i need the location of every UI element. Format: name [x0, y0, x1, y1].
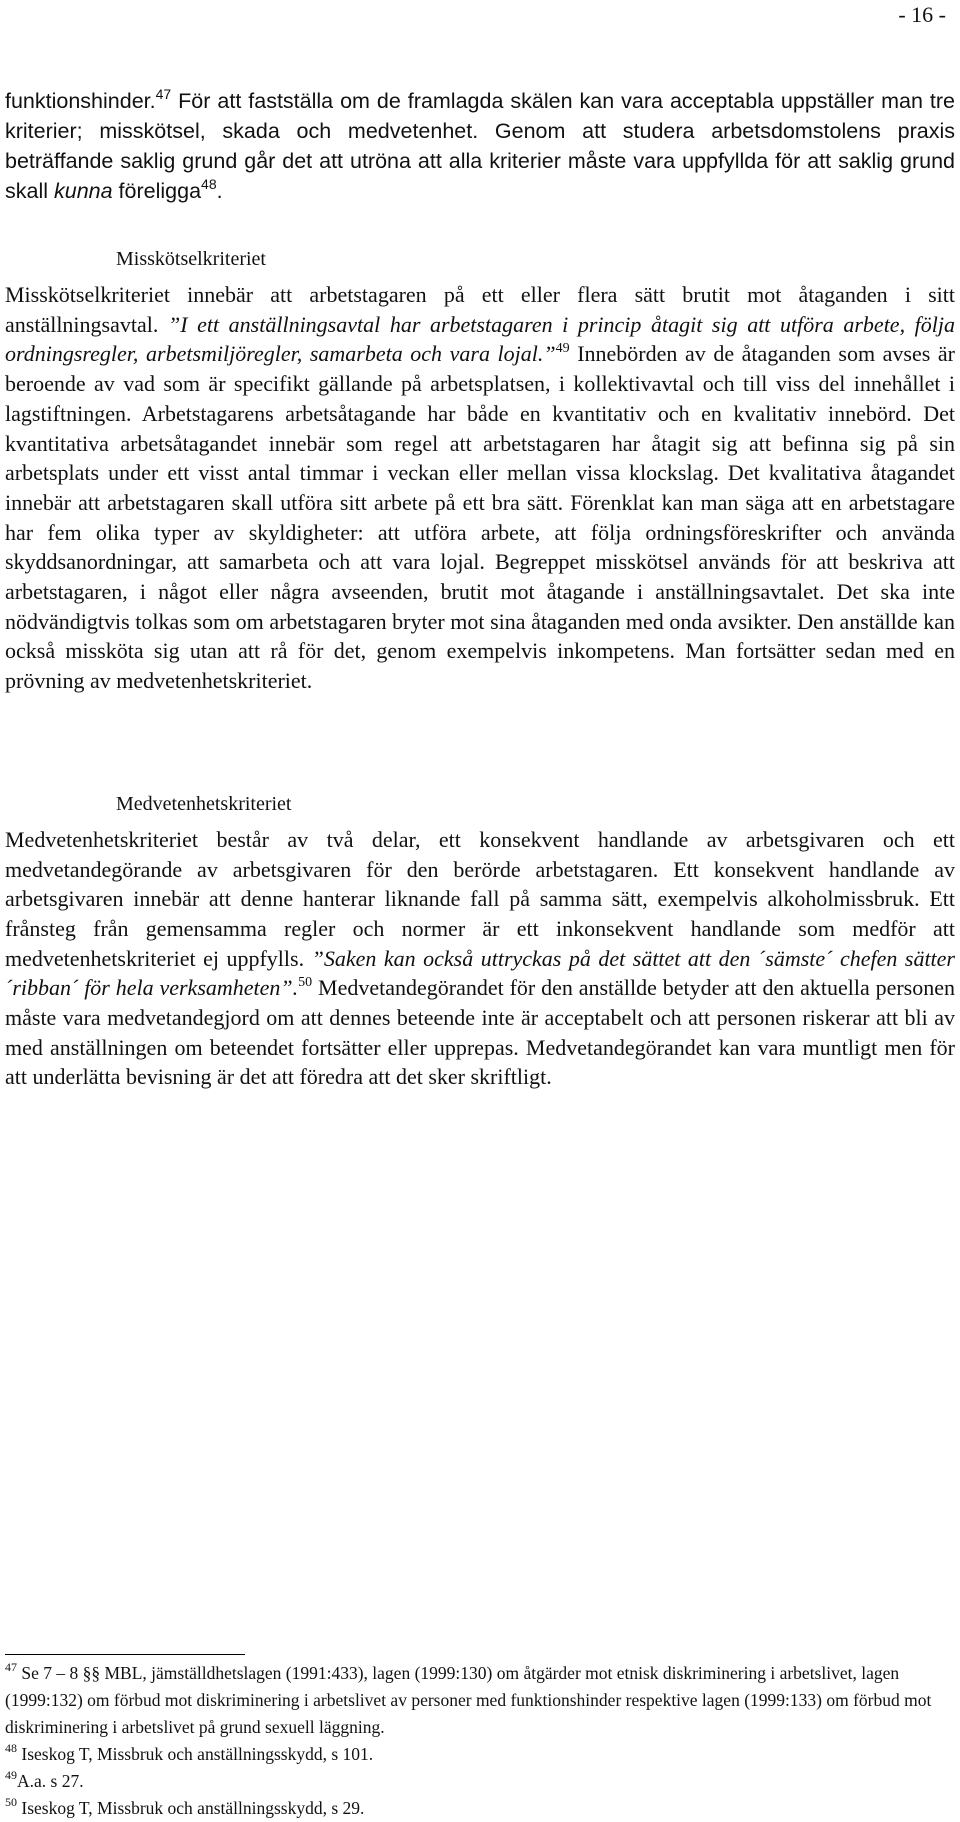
footnotes: [5, 1660, 955, 1822]
emphasis: kunna: [53, 179, 113, 203]
footnote-ref-49[interactable]: 49: [555, 341, 570, 357]
footnote-47: [5, 1660, 955, 1741]
section-heading-medvetenhet: Medvetenhetskriteriet: [116, 792, 292, 815]
text: funktionshinder.: [5, 89, 156, 113]
footnote-text: Iseskog T, Missbruk och anställningsskydd, s 101.: [17, 1744, 374, 1764]
footnote-50: [5, 1795, 955, 1822]
paragraph-misskotsel: [5, 280, 955, 696]
footnote-ref-47[interactable]: 47: [155, 86, 172, 102]
section-heading-missk: Misskötselkriteriet: [116, 248, 266, 270]
footnote-separator: [5, 1654, 245, 1655]
footnote-49: [5, 1768, 955, 1795]
footnote-number: 48: [5, 1741, 17, 1755]
quote: ”I ett anställningsavtal har arbetstagaren i princip åtagit sig att utföra arbete, följa ordningsregler, arbetsmiljöregler, samarbeta och vara lojal.”: [5, 311, 955, 367]
text: föreligga: [112, 179, 202, 203]
paragraph-intro: [5, 86, 955, 206]
footnote-ref-50[interactable]: 50: [298, 975, 313, 991]
text: Medvetenhetskriteriet består av två delar, ett konsekvent handlande av arbetsgivaren och ett medvetandegörande av arbetsgivaren för den berörde arbetstagaren. Ett konsekvent handlande av arbetsgivaren innebär att denne hanterar liknande fall på samma sätt, exempelvis alkoholmissbruk. Ett frånsteg från gemensamma regler och normer är ett inkonsekvent handlande som medför att medvetenhetskriteriet ej uppfylls.: [5, 826, 955, 971]
footnote-text: Iseskog T, Missbruk och anställningsskydd, s 29.: [17, 1798, 365, 1818]
footnote-number: 49: [5, 1768, 17, 1782]
text: Medvetandegörandet för den anställde betyder att den aktuella personen måste vara medvetandegjord om att dennes beteende inte är acceptabelt och att personen riskerar att bli av med anställningen om beteendet fortsätter eller upprepas. Medvetandegörandet kan vara muntligt men för att underlätta bevisning är det att föredra att det sker skriftligt.: [5, 975, 955, 1090]
text: .: [216, 179, 223, 203]
document-body: [5, 86, 955, 1092]
footnote-text: Se 7 – 8 §§ MBL, jämställdhetslagen (1991:433), lagen (1999:130) om åtgärder mot etnisk diskriminering i arbetslivet, lagen (1999:132) om förbud mot diskriminering i arbetslivet av personer med funktionshinder respektive lagen (1999:133) om förbud mot diskriminering i arbetslivet på grund sexuell läggning.: [5, 1663, 932, 1737]
footnote-number: 50: [5, 1795, 17, 1809]
footnote-48: [5, 1741, 955, 1768]
quote: ”Saken kan också uttryckas på det sättet att den ´sämste´ chefen sätter ´ribban´ för hela verksamheten”.: [5, 945, 955, 1001]
footnote-text: A.a. s 27.: [17, 1771, 84, 1791]
paragraph-medvetenhet: [5, 825, 955, 1092]
page-number: - 16 -: [898, 2, 946, 27]
text: Misskötselkriteriet innebär att arbetstagaren på ett eller flera sätt brutit mot åtaganden i sitt anställningsavtal.: [5, 282, 955, 337]
footnote-number: 47: [5, 1660, 17, 1674]
text: För att fastställa om de framlagda skälen kan vara acceptabla uppställer man tre kriterier; misskötsel, skada och medvetenhet. Genom att studera arbetsdomstolens praxis beträffande saklig grund går det att utröna att alla kriterier måste vara uppfyllda för att saklig grund skall: [5, 89, 955, 203]
text: Innebörden av de åtaganden som avses är beroende av vad som är specifikt gällande på arbetsplatsen, i kollektivavtal och till viss del innehållet i lagstiftningen. Arbetstagarens arbetsåtagande har både en kvantitativ och en kvalitativ innebörd. Det kvantitativa arbetsåtagandet innebär som regel att arbetstagaren har åtagit sig att befinna sig på sin arbetsplats under ett visst antal timmar i veckan eller mellan vissa klockslag. Det kvalitativa åtagandet innebär att arbetstagaren skall utföra sitt arbete på ett bra sätt. Förenklat kan man säga att en arbetstagare har fem olika typer av skyldigheter: att utföra arbete, att följa ordningsföreskrifter och använda skyddsanordningar, att samarbeta och att vara lojal. Begreppet misskötsel används för att beskriva att arbetstagaren, i något eller några avseenden, brutit mot åtagande i anställningsavtalet. Det ska inte nödvändigtvis tolkas som om arbetstagaren bryter mot sina åtaganden med onda avsikter. Den anställde kan också missköta sig utan att rå för det, genom exempelvis inkompetens. Man fortsätter sedan med en prövning av medvetenhetskriteriet.: [5, 341, 955, 694]
footnote-ref-48[interactable]: 48: [201, 176, 217, 192]
